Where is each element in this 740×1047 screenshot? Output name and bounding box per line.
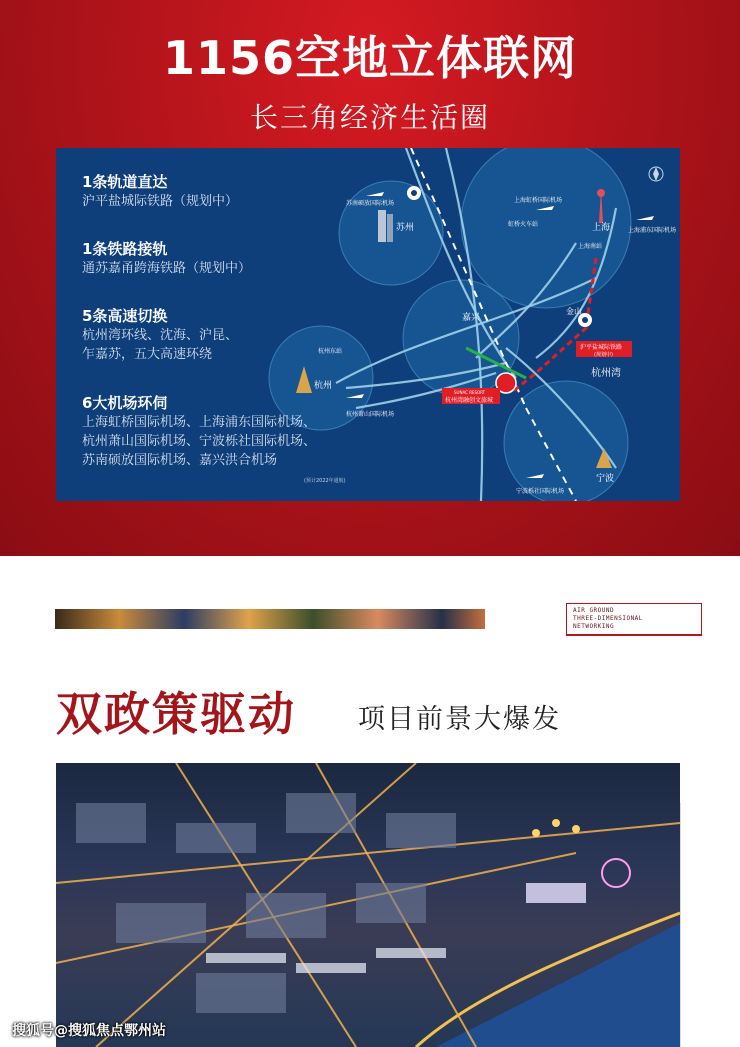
feature-desc: 通苏嘉甬跨海铁路（规划中） — [82, 261, 252, 276]
project-callout-label: 杭州湾融创文旅城 — [445, 397, 494, 404]
map-label-jiaxing: 嘉兴 — [462, 313, 481, 323]
rail-callout-label: 沪平盐城际铁路 — [580, 344, 623, 351]
tag-line: AIR GROUND — [573, 607, 615, 614]
map-label-hongqiao-station: 虹桥火车站 — [508, 221, 539, 228]
aerial-night-photo — [56, 763, 680, 1047]
map-label-hangzhou: 杭州 — [314, 381, 333, 391]
feature-desc: 杭州萧山国际机场、宁波栎社国际机场、 — [82, 434, 317, 449]
villa-row — [206, 953, 286, 963]
map-label-suzhou: 苏州 — [396, 223, 415, 233]
map-label-ningbo: 宁波 — [596, 474, 615, 484]
hero-title: 1156空地立体联网 — [162, 31, 578, 85]
map-label-shanghai: 上海 — [592, 223, 611, 233]
feature-desc: 乍嘉苏，五大高速环绕 — [82, 347, 213, 362]
bay-water — [436, 923, 680, 1047]
theme-park-building — [526, 883, 586, 903]
project-callout-en: SUNAC RESORT — [454, 390, 486, 395]
hero-subtitle: 长三角经济生活圈 — [249, 101, 490, 134]
transport-map-panel — [56, 148, 680, 501]
aerial-city-illustration — [56, 763, 680, 1047]
map-label-ningbo-airport: 宁波栎社国际机场 — [516, 488, 565, 495]
map-label-hongqiao-airport: 上海虹桥国际机场 — [514, 197, 563, 204]
tag-line: THREE-DIMENSIONAL — [573, 615, 643, 622]
networking-tag — [566, 603, 702, 636]
map-label-hangzhou-east: 杭州东站 — [318, 348, 343, 355]
map-label-hangzhou-bay: 杭州湾 — [591, 368, 621, 379]
feature-head: 1条轨道直达 — [82, 173, 168, 191]
city-road — [56, 823, 680, 883]
photo-strip — [55, 609, 485, 629]
feature-highways — [82, 306, 238, 364]
feature-rail-link — [82, 239, 251, 278]
feature-airports — [82, 393, 316, 470]
feature-rail-direct — [82, 172, 238, 211]
city-block — [76, 803, 146, 843]
rail-callout-note: (规划中) — [594, 352, 613, 358]
feature-desc: 杭州湾环线、沈海、沪昆、 — [82, 328, 239, 343]
section-subtitle: 项目前景大爆发 — [358, 704, 561, 735]
frame-edge — [680, 803, 690, 1047]
feature-head: 1条铁路接轨 — [82, 240, 168, 258]
suzhou-tower-icon — [378, 210, 386, 242]
section-title: 双政策驱动 — [56, 687, 296, 741]
feature-desc: 沪平盐城际铁路（规划中） — [82, 194, 239, 209]
feature-head: 5条高速切换 — [82, 307, 168, 325]
map-label-shanghai-south: 上海南站 — [578, 243, 603, 250]
map-label-jinshan: 金山 — [566, 307, 582, 316]
lantern-icon — [532, 829, 540, 837]
map-label-xiaoshan-airport: 杭州萧山国际机场 — [346, 411, 395, 418]
map-label-pudong-airport: 上海浦东国际机场 — [628, 227, 677, 234]
map-note-jiaxing-airport: (预计2022年通航) — [304, 478, 346, 484]
map-label-suzhou-airport: 苏南硕放国际机场 — [346, 200, 395, 207]
watermark: 搜狐号@搜狐焦点鄂州站 — [12, 1023, 166, 1039]
feature-head: 6大机场环伺 — [82, 394, 168, 412]
feature-desc: 上海虹桥国际机场、上海浦东国际机场、 — [82, 415, 317, 430]
tag-line: NETWORKING — [573, 623, 615, 630]
ferris-wheel-icon — [602, 859, 630, 887]
feature-desc: 苏南硕放国际机场、嘉兴洪合机场 — [82, 453, 278, 468]
airplane-icon — [636, 216, 654, 220]
